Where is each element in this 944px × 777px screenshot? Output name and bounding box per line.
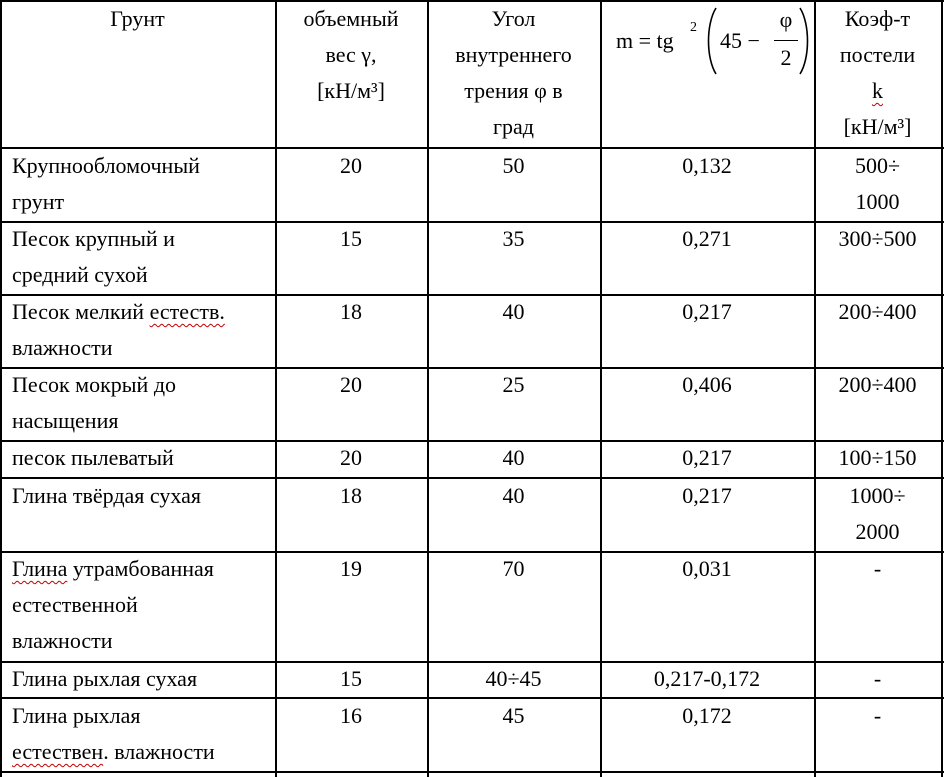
formula-fraction-bar xyxy=(774,40,798,41)
cell-m-value: 0,217 xyxy=(682,483,732,508)
cell-m-value: 0,217 xyxy=(682,445,732,470)
header-bed-coefficient-line4: [кН/м³] xyxy=(843,114,912,139)
header-unit-weight xyxy=(275,0,427,148)
soil-name-line: Глина рыхлая xyxy=(12,703,141,728)
soil-name-line xyxy=(12,551,275,587)
cell-bed-coefficient: - xyxy=(873,703,882,728)
bed-coefficient-line: 1000÷ xyxy=(849,483,906,508)
formula-denominator: 2 xyxy=(780,45,792,70)
header-friction-angle-line1: Угол xyxy=(491,6,536,31)
cell-unit-weight: 18 xyxy=(340,483,362,508)
table-row-soil xyxy=(0,661,275,697)
cell-unit-weight: 19 xyxy=(340,556,362,581)
header-unit-weight-line1: объемный xyxy=(303,6,399,31)
soil-name-line: средний сухой xyxy=(12,262,148,287)
table-row-soil xyxy=(0,367,275,439)
header-friction-angle-line4: град xyxy=(493,114,534,139)
soil-name-line: Глина рыхлая сухая xyxy=(12,666,198,691)
cell-unit-weight: 20 xyxy=(340,372,362,397)
cell-bed-coefficient xyxy=(814,148,941,220)
cell-friction-angle: 45 xyxy=(502,703,525,728)
table-row-soil xyxy=(0,148,275,220)
cell-m-value: 0,031 xyxy=(682,556,732,581)
cell-friction-angle: 40 xyxy=(502,445,525,470)
cell-friction-angle: 40÷45 xyxy=(485,666,542,691)
soil-name-text-spellcheck: Глина xyxy=(12,556,68,581)
table-row-soil xyxy=(0,221,275,293)
bed-coefficient-line: 2000 xyxy=(855,519,900,544)
formula-right-paren xyxy=(798,6,812,76)
soil-name-line: естественной xyxy=(12,592,138,617)
formula-inner: 45 − xyxy=(720,28,760,53)
header-friction-angle-line3: трения φ в xyxy=(464,78,563,103)
header-soil-label: Грунт xyxy=(110,6,165,31)
cell-friction-angle: 50 xyxy=(502,153,525,178)
cell-friction-angle: 40 xyxy=(502,483,525,508)
cell-bed-coefficient: 200÷400 xyxy=(838,299,917,324)
soil-name-line: насыщения xyxy=(12,408,119,433)
soil-name-line: Песок крупный и xyxy=(12,226,175,251)
row-divider-partial xyxy=(0,771,944,773)
cell-m-value: 0,406 xyxy=(682,372,732,397)
cell-unit-weight: 20 xyxy=(340,445,362,470)
cell-unit-weight: 15 xyxy=(340,226,362,251)
table-row-soil xyxy=(0,440,275,476)
cell-m-value: 0,217 xyxy=(682,299,732,324)
soil-name-line: Глина твёрдая сухая xyxy=(12,483,201,508)
soil-name-text-spellcheck: естествен xyxy=(12,739,104,764)
cell-unit-weight: 16 xyxy=(340,703,362,728)
soil-name-line: Песок мокрый до xyxy=(12,372,177,397)
soil-name-line: влажности xyxy=(12,628,113,653)
header-unit-weight-line3: [кН/м³] xyxy=(317,78,385,103)
header-formula xyxy=(602,0,812,148)
table-row-soil xyxy=(0,478,275,514)
cell-friction-angle: 25 xyxy=(502,372,525,397)
cell-unit-weight: 20 xyxy=(340,153,362,178)
cell-friction-angle: 40 xyxy=(502,299,525,324)
cell-bed-coefficient: 100÷150 xyxy=(838,445,917,470)
formula-power: 2 xyxy=(690,20,697,35)
formula-numerator: φ xyxy=(779,7,793,32)
header-bed-coefficient-symbol: k xyxy=(872,78,883,103)
bed-coefficient-line: 1000 xyxy=(855,189,900,214)
cell-bed-coefficient: 300÷500 xyxy=(838,226,917,251)
soil-name-line: песок пылеватый xyxy=(12,445,174,470)
cell-unit-weight: 18 xyxy=(340,299,362,324)
cell-bed-coefficient: 200÷400 xyxy=(838,372,917,397)
soil-name-line: Крупнообломочный xyxy=(12,153,200,178)
cell-m-value: 0,271 xyxy=(682,226,732,251)
header-friction-angle-line2: внутреннего xyxy=(455,42,572,67)
formula-left-paren xyxy=(704,6,718,76)
header-soil xyxy=(0,0,275,148)
soil-name-line xyxy=(12,734,275,770)
header-bed-coefficient-line3 xyxy=(814,73,941,109)
header-unit-weight-line2: вес γ, xyxy=(325,42,377,67)
table-row-soil xyxy=(0,698,275,770)
header-friction-angle xyxy=(427,0,600,148)
soil-name-text: . влажности xyxy=(103,739,215,764)
cell-m-value: 0,172 xyxy=(682,703,732,728)
soil-name-text: утрамбованная xyxy=(67,556,214,581)
header-bed-coefficient xyxy=(814,0,941,148)
formula-lhs: m = tg xyxy=(616,28,674,53)
header-bed-coefficient-line1: Коэф-т xyxy=(844,6,911,31)
cell-friction-angle: 70 xyxy=(502,556,525,581)
soil-name-line: влажности xyxy=(12,335,113,360)
soil-name-line xyxy=(12,294,275,330)
soil-name-text: Песок мелкий xyxy=(12,299,150,324)
cell-m-value: 0,132 xyxy=(682,153,732,178)
cell-friction-angle: 35 xyxy=(502,226,525,251)
table-row-soil xyxy=(0,551,275,659)
header-bed-coefficient-line2: постели xyxy=(839,42,916,67)
cell-unit-weight: 15 xyxy=(340,666,362,691)
cell-bed-coefficient: - xyxy=(873,556,882,581)
bed-coefficient-line: 500÷ xyxy=(854,153,901,178)
soil-name-text-spellcheck: естеств. xyxy=(149,299,225,324)
soil-name-line: грунт xyxy=(12,189,65,214)
cell-bed-coefficient xyxy=(814,478,941,550)
cell-m-value: 0,217-0,172 xyxy=(653,666,761,691)
cell-bed-coefficient: - xyxy=(873,666,882,691)
table-row-soil xyxy=(0,294,275,366)
